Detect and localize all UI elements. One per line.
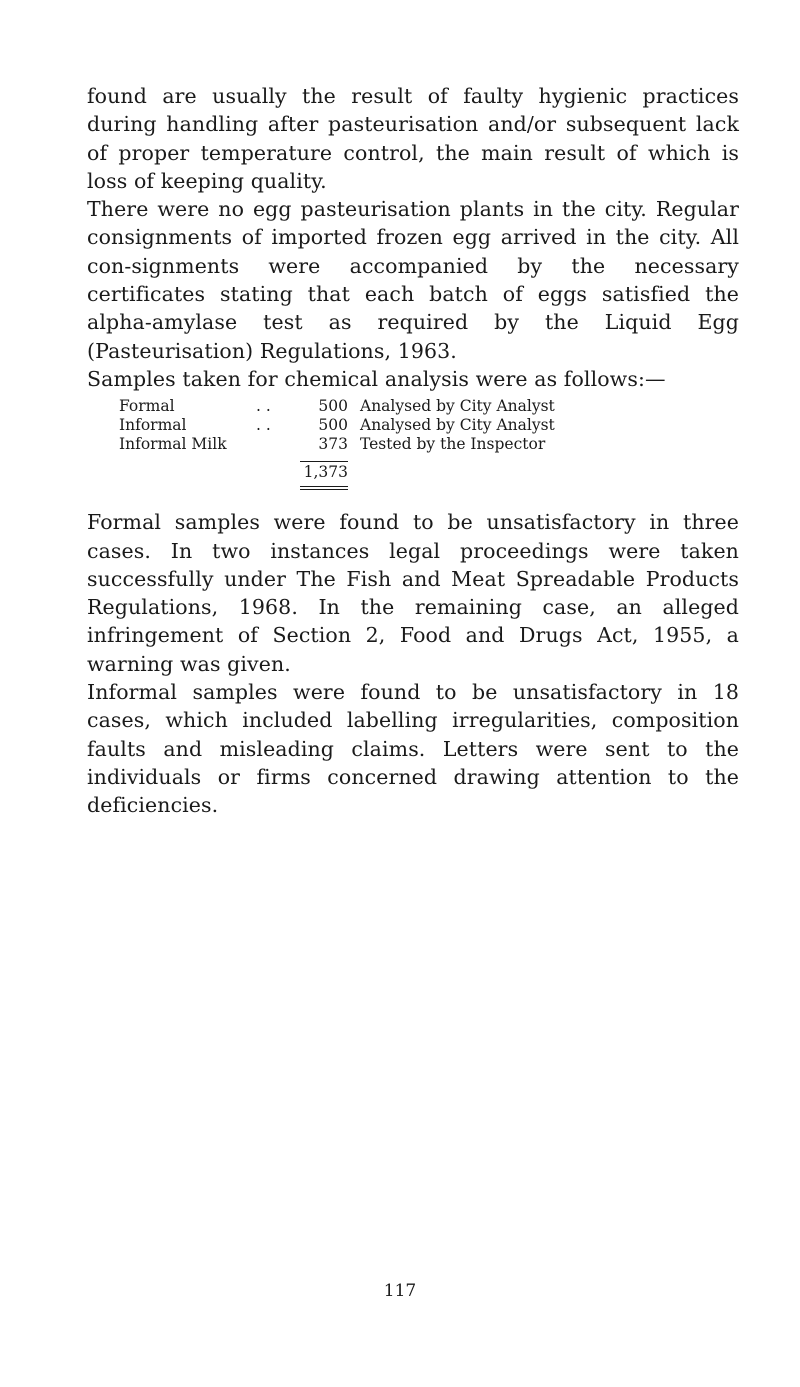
sample-note: Tested by the Inspector xyxy=(360,435,546,454)
document-page xyxy=(87,82,739,820)
samples-total: 1,373 xyxy=(303,463,348,482)
leader-dots xyxy=(256,435,292,454)
sample-count: 373 xyxy=(318,435,348,454)
sample-count: 500 xyxy=(318,397,348,416)
table-row xyxy=(119,397,739,416)
double-rule xyxy=(300,486,348,490)
page-number: 117 xyxy=(383,1281,417,1301)
paragraph-2: There were no egg pasteurisation plants in the city. Regular consignments of imported frozen egg arrived in the city. All con-signments were accompanied by the necessary certificates stating that each batch of eggs satisfied the alpha-amylase test as required by the Liquid Egg (Pasteurisation) Regulations, 1963. xyxy=(87,197,739,363)
sample-type: Informal Milk xyxy=(119,435,227,454)
sample-note: Analysed by City Analyst xyxy=(360,416,555,435)
leader-dots: . . xyxy=(256,416,271,435)
sum-rule xyxy=(300,461,348,462)
sample-note: Analysed by City Analyst xyxy=(360,397,555,416)
paragraph-4: Formal samples were found to be unsatisfactory in three cases. In two instances legal proceedings were taken successfully under The Fish and Meat Spreadable Products Regulations, 1968. In the remaining case, an alleged infringement of Section 2, Food and Drugs Act, 1955, a warning was given. xyxy=(87,510,739,676)
paragraph-3: Samples taken for chemical analysis were as follows:— xyxy=(87,366,666,391)
table-row xyxy=(119,435,739,454)
samples-table xyxy=(119,397,739,494)
sample-type: Informal xyxy=(119,416,187,435)
table-row xyxy=(119,416,739,435)
sample-count: 500 xyxy=(318,416,348,435)
total-block xyxy=(292,454,360,494)
paragraph-1: found are usually the result of faulty hygienic practices during handling after pasteurisation and/or subsequent lack of proper temperature control, the main result of which is loss of keeping quality. xyxy=(87,84,739,193)
paragraph-5: Informal samples were found to be unsatisfactory in 18 cases, which included labelling irregularities, composition faults and misleading claims. Letters were sent to the individuals or firms concerned drawing attention to the deficiencies. xyxy=(87,680,739,818)
leader-dots: . . xyxy=(256,397,271,416)
sample-type: Formal xyxy=(119,397,175,416)
